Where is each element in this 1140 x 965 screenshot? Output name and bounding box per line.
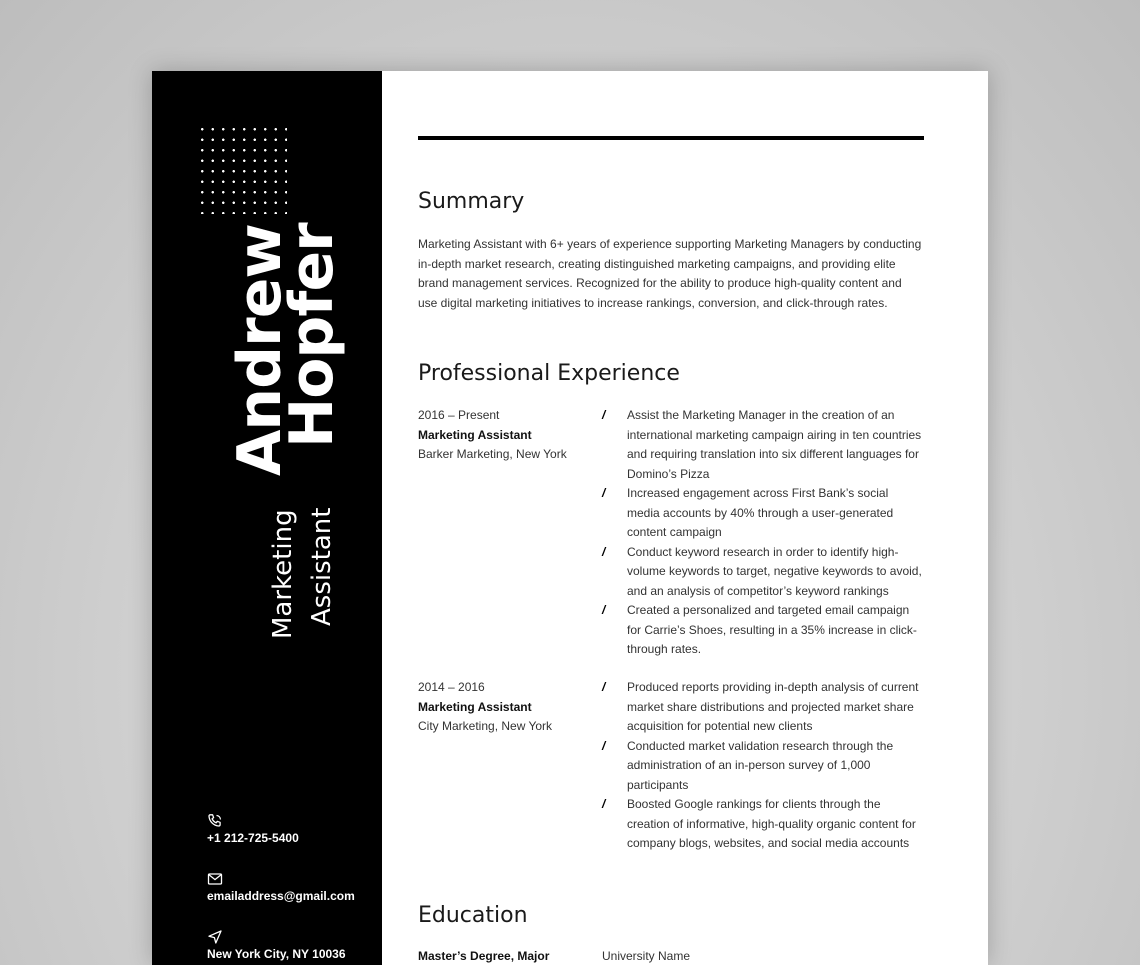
bullet-item: [602, 406, 924, 484]
bullet-text: Conducted market validation research through the administration of an in-person survey of 1,000 participants: [627, 738, 894, 792]
email-address: emailaddress@gmail.com: [207, 889, 355, 903]
role-line-1: Marketing: [268, 509, 298, 639]
degree: Master’s Degree, Major: [418, 949, 550, 963]
bullet-item: [602, 678, 924, 737]
bullet-item: [602, 737, 924, 796]
university: University Name: [602, 949, 691, 963]
experience-heading: Professional Experience: [418, 361, 680, 386]
job-dates: 2014 – 2016: [418, 680, 485, 694]
bullet-text: Produced reports providing in-depth analysis of current market share distributions and projected market share acquisition for potential new clients: [627, 680, 919, 733]
job-company: Barker Marketing, New York: [418, 447, 567, 461]
last-name: Hopfer: [277, 223, 347, 448]
bullet-text: Conduct keyword research in order to identify high-volume keywords to target, negative keywords to avoid, and an analysis of competitor’s keyword rankings: [627, 544, 922, 598]
summary-text: Marketing Assistant with 6+ years of experience supporting Marketing Managers by conducting in-depth market research, creating distinguished marketing campaigns, and providing elite brand management services. Recognized for the ability to produce high-quality content and use digital marketing initiatives to increase rankings, conversion, and click-through rates.: [418, 237, 922, 310]
contact-email: [207, 871, 377, 903]
bullet-mark: /: [602, 486, 606, 500]
bullet-item: [602, 484, 924, 543]
job-title: Marketing Assistant: [418, 427, 532, 442]
bullet-mark: /: [602, 408, 606, 422]
bullet-item: [602, 601, 924, 660]
header-rule: [418, 136, 924, 140]
sidebar: [152, 71, 382, 965]
job-title: Marketing Assistant: [418, 699, 532, 714]
phone-icon: [207, 813, 223, 829]
bullet-text: Boosted Google rankings for clients through the creation of informative, high-quality organic content for company blogs, websites, and social media accounts: [627, 797, 916, 850]
bullet-mark: /: [602, 680, 606, 694]
summary-heading: Summary: [418, 189, 525, 214]
first-name: Andrew: [225, 224, 295, 476]
bullet-mark: /: [602, 797, 606, 811]
bullet-mark: /: [602, 544, 606, 559]
contact-phone: [207, 813, 377, 845]
role-line-2: Assistant: [307, 507, 337, 626]
education-heading: Education: [418, 903, 528, 928]
job-bullets: [602, 678, 924, 854]
bullet-mark: /: [602, 603, 606, 617]
job-dates: 2016 – Present: [418, 408, 500, 422]
bullet-text: Increased engagement across First Bank’s social media accounts by 40% through a user-generated content campaign: [627, 486, 894, 539]
location-arrow-icon: [207, 929, 223, 945]
bullet-item: [602, 543, 924, 602]
envelope-icon: [207, 871, 223, 887]
job-meta: [418, 678, 593, 737]
resume-page: [152, 71, 988, 965]
phone-number: +1 212-725-5400: [207, 831, 299, 845]
job-meta: [418, 406, 593, 465]
contact-location: [207, 929, 377, 961]
location-text: New York City, NY 10036: [207, 947, 346, 961]
dot-grid-decoration: [197, 124, 287, 214]
job-company: City Marketing, New York: [418, 719, 553, 733]
bullet-mark: /: [602, 738, 606, 753]
job-bullets: [602, 406, 924, 660]
bullet-text: Created a personalized and targeted email campaign for Carrie’s Shoes, resulting in a 35% increase in click-through rates.: [627, 603, 917, 656]
bullet-item: [602, 795, 924, 854]
bullet-text: Assist the Marketing Manager in the creation of an international marketing campaign airing in ten countries and requiring translation into six different languages for Domino’s Pizza: [627, 408, 922, 481]
